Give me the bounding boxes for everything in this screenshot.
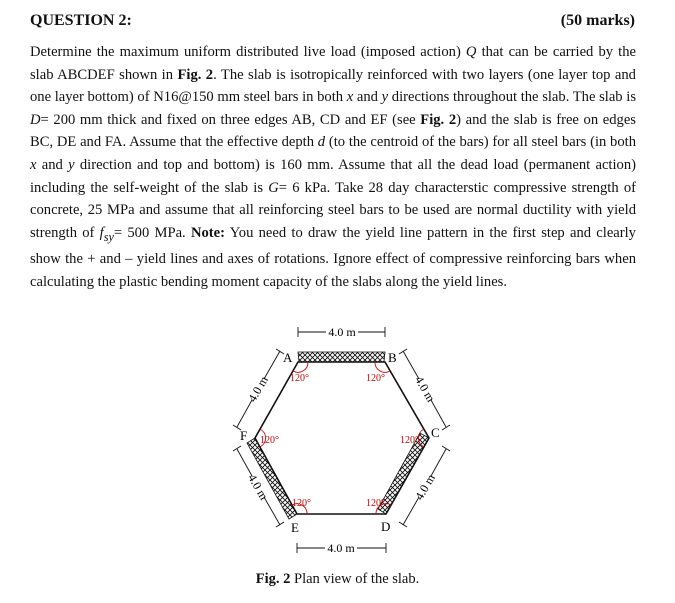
vertex-label-D: D [381, 519, 391, 534]
question-text: Determine the maximum uniform distributed live load (imposed action) Q that can be carried by the slab ABCDEF shown in Fig. 2. The slab is isotropically reinforced with two layers (one layer top and one layer bottom) of N16@150 mm steel bars in both x and y directions throughout the slab. The slab is D= 200 mm thick and fixed on three edges AB, CD and EF (see Fig. 2) and the slab is free on edges BC, DE and FA. Assume that the effective depth d (to the centroid of the bars) for all steel bars (in both x and y direction and top and bottom) is 160 mm. Assume that all the dead load (permanent action) including the self-weight of the slab is G= 6 kPa. Take 28 day characterstic compressive strength of concrete, 25 MPa and assume that all reinforcing steel bars to be used are normal ductility with yield strength of $f_{sy}= 500$ MPa. Note: You need to draw the yield line pattern in the first step and clearly show the + and – yield lines and axes of rotations. Ignore effect of compressive reinforcing bars when calculating the plastic bending moment capacity of the slabs along the yield lines. [30, 44, 637, 290]
dimension-label-upper-right: 4.0 m [412, 373, 438, 405]
dimension-label-upper-left: 4.0 m [245, 373, 271, 405]
angle-label-C: 120° [400, 435, 419, 446]
dimension-label-top: 4.0 m [328, 325, 356, 339]
angle-label-E: 120° [292, 498, 311, 509]
vertex-label-F: F [240, 428, 248, 443]
angle-label-A: 120° [290, 373, 309, 384]
angle-label-F: 120° [260, 435, 279, 446]
vertex-label-B: B [388, 350, 397, 365]
vertex-label-C: C [431, 425, 440, 440]
fixed-edge-AB-hatch [298, 352, 385, 362]
figure-caption: Fig. 2 Plan view of the slab. [255, 571, 420, 587]
dimension-label-lower-right: 4.0 m [412, 471, 438, 503]
question-number: QUESTION 2: [30, 12, 132, 29]
angle-label-B: 120° [366, 373, 385, 384]
vertex-label-A: A [283, 350, 293, 365]
dimension-label-bottom: 4.0 m [327, 541, 355, 555]
vertex-label-E: E [291, 520, 299, 535]
angle-label-D: 120° [366, 498, 385, 509]
dimension-label-lower-left: 4.0 m [245, 471, 271, 503]
question-marks: (50 marks) [560, 12, 635, 29]
